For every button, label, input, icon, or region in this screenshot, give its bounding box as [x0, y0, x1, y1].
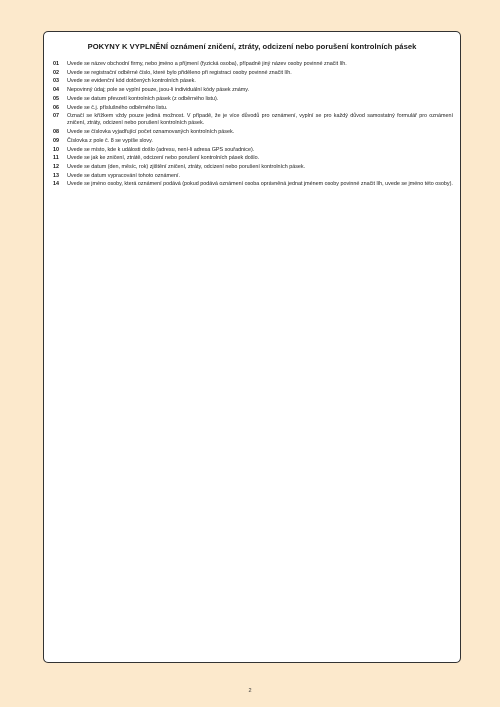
instruction-text: Uvede se evidenční kód dotčených kontrolních pásek. — [67, 78, 196, 85]
instruction-item — [53, 129, 453, 136]
instruction-number: 05 — [53, 95, 59, 102]
instruction-text: Uvede se jméno osoby, která oznámení podává (pokud podává oznámení osoba oprávněná jednat jménem osoby povinné značit líh, uvede se jméno této osoby). — [67, 181, 453, 188]
instruction-number: 07 — [53, 113, 59, 120]
instruction-item — [53, 173, 453, 180]
instruction-text: Uvede se registrační odběrné číslo, které bylo přiděleno při registraci osoby povinné značit líh. — [67, 69, 292, 76]
instruction-text: Uvede se datum vypracování tohoto oznámení. — [67, 172, 180, 179]
instructions-panel — [43, 31, 461, 663]
instruction-number: 03 — [53, 78, 59, 85]
instruction-number: 01 — [53, 61, 59, 67]
instruction-item — [53, 96, 453, 103]
instruction-text: Uvede se jak ke zničení, ztrátě, odcizení nebo porušení kontrolních pásek došlo. — [67, 155, 260, 162]
instruction-text: Uvede se datum (den, měsíc, rok) zjištění zničení, ztráty, odcizení nebo porušení kontrolních pásek. — [67, 163, 306, 170]
instruction-text: Uvede se číslovka vyjadřující počet oznamovaných kontrolních pásek. — [67, 129, 235, 136]
instruction-number: 02 — [53, 69, 59, 76]
instruction-item — [53, 147, 453, 154]
instruction-text: Uvede se místo, kde k události došlo (adresu, není-li adresa GPS souřadnice). — [67, 146, 255, 153]
page-title — [44, 42, 460, 51]
instruction-number: 11 — [53, 155, 59, 162]
instruction-number: 04 — [53, 87, 59, 94]
instruction-number: 13 — [53, 172, 59, 179]
instruction-item — [53, 61, 453, 68]
instructions-list — [53, 61, 453, 190]
instruction-item — [53, 70, 453, 77]
instruction-item — [53, 138, 453, 145]
instruction-item — [53, 78, 453, 85]
instruction-number: 10 — [53, 146, 59, 153]
instruction-number: 08 — [53, 129, 59, 136]
instruction-text: Uvede se název obchodní firmy, nebo jméno a příjmení (fyzická osoba), případně jiný název osoby povinné značit líh. — [67, 61, 347, 67]
instruction-item — [53, 105, 453, 112]
instruction-number: 09 — [53, 137, 59, 144]
instruction-text: Číslovka z pole č. 8 se vypíše slovy. — [67, 137, 153, 144]
title-rest: oznámení zničení, ztráty, odcizení nebo porušení kontrolních pásek — [168, 42, 417, 51]
instruction-text: Nepovinný údaj; pole se vyplní pouze, jsou-li individuální kódy pásek známy. — [67, 87, 250, 94]
instruction-item — [53, 155, 453, 162]
instruction-number: 06 — [53, 104, 59, 111]
page-number: 2 — [248, 688, 252, 694]
instruction-item — [53, 181, 453, 188]
instruction-item — [53, 113, 453, 127]
instruction-text: Označí se křížkem vždy pouze jediná možnost. V případě, že je více důvodů pro oznámení, vyplní se pro každý důvod samostatný formulář pro oznámení zničení, ztráty, odcizení nebo porušení kontrolních pásek. — [67, 113, 453, 127]
instruction-number: 14 — [53, 181, 59, 188]
instruction-item — [53, 87, 453, 94]
title-bold: POKYNY K VYPLNĚNÍ — [87, 42, 169, 51]
instruction-item — [53, 164, 453, 171]
instruction-text: Uvede se datum převzetí kontrolních pásek (z odběrného listu). — [67, 95, 219, 102]
instruction-number: 12 — [53, 163, 59, 170]
instruction-text: Uvede se č.j. příslušného odběrného listu. — [67, 104, 168, 111]
